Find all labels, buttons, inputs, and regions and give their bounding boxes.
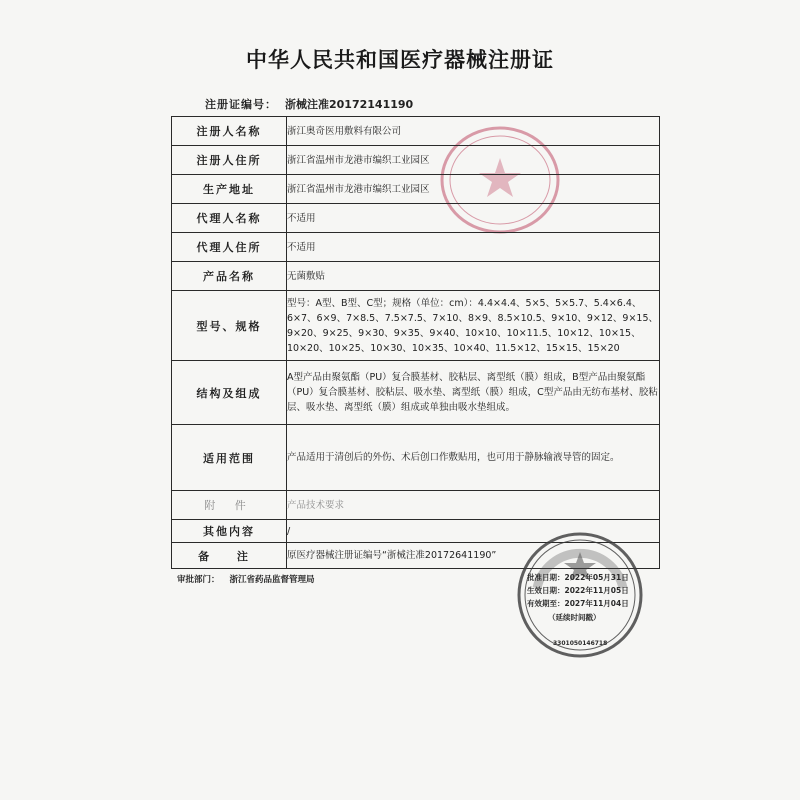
approval-authority-value: 浙江省药品监督管理局 [229,575,315,585]
table-row [172,291,660,361]
registration-number-value: 浙械注准20172141190 [285,98,414,111]
row-value: 不适用 [287,204,660,233]
table-row [172,262,660,291]
row-key: 代理人名称 [172,204,287,233]
row-key: 附 件 [172,491,287,520]
table-row [172,361,660,425]
table-row [172,117,660,146]
seal-date-line: 有效期至：2027年11月04日 [527,599,629,608]
row-value: / [287,520,660,543]
row-key: 代理人住所 [172,233,287,262]
row-key: 生产地址 [172,175,287,204]
seal-date-line: 生效日期：2022年11月05日 [527,586,629,595]
row-key: 型号、规格 [172,291,287,361]
row-value: 不适用 [287,233,660,262]
row-key: 注册人住所 [172,146,287,175]
row-key: 备 注 [172,543,287,569]
row-value: 型号：A型、B型、C型；规格（单位：cm）：4.4×4.4、5×5、5×5.7、5.4×6.4、6×7、6×9、7×8.5、7.5×7.5、7×10、8×9、8.5×10.5、9×10、9×12、9×15、9×20、9×25、9×30、9×35、9×40、10×10、10×11.5、10×12、10×15、10×20、10×25、10×30、10×35、10×40、11.5×12、15×15、15×20 [287,291,660,361]
certificate-table [171,116,660,569]
table-row [172,425,660,491]
row-key: 结构及组成 [172,361,287,425]
seal-date-line: （延续时间戳） [548,613,601,622]
row-key: 产品名称 [172,262,287,291]
row-value: 浙江奥奇医用敷料有限公司 [287,117,660,146]
row-value: 浙江省温州市龙港市编织工业园区 [287,175,660,204]
row-value: 原医疗器械注册证编号“浙械注准20172641190” [287,543,660,569]
registration-number-label: 注册证编号： [205,98,277,111]
table-row [172,146,660,175]
table-row [172,175,660,204]
row-key: 适用范围 [172,425,287,491]
registration-number [205,96,413,112]
table-row [172,491,660,520]
seal-date-line: 批准日期：2022年05月31日 [527,573,629,582]
document-title: 中华人民共和国医疗器械注册证 [246,48,554,72]
row-key: 注册人名称 [172,117,287,146]
approval-authority [177,573,315,585]
table-row [172,233,660,262]
approval-authority-label: 审批部门： [177,575,220,585]
row-value: 浙江省温州市龙港市编织工业园区 [287,146,660,175]
table-row [172,204,660,233]
row-value: 产品适用于清创后的外伤、术后创口作敷贴用，也可用于静脉输液导管的固定。 [287,425,660,491]
row-key: 其他内容 [172,520,287,543]
seal-serial: 3301050146718 [553,640,608,647]
row-value: 产品技术要求 [287,491,660,520]
row-value: 无菌敷贴 [287,262,660,291]
row-value: A型产品由聚氨酯（PU）复合膜基材、胶粘层、离型纸（膜）组成，B型产品由聚氨酯（PU）复合膜基材、胶粘层、吸水垫、离型纸（膜）组成，C型产品由无纺布基材、胶粘层、吸水垫、离型纸（膜）组成或单独由吸水垫组成。 [287,361,660,425]
